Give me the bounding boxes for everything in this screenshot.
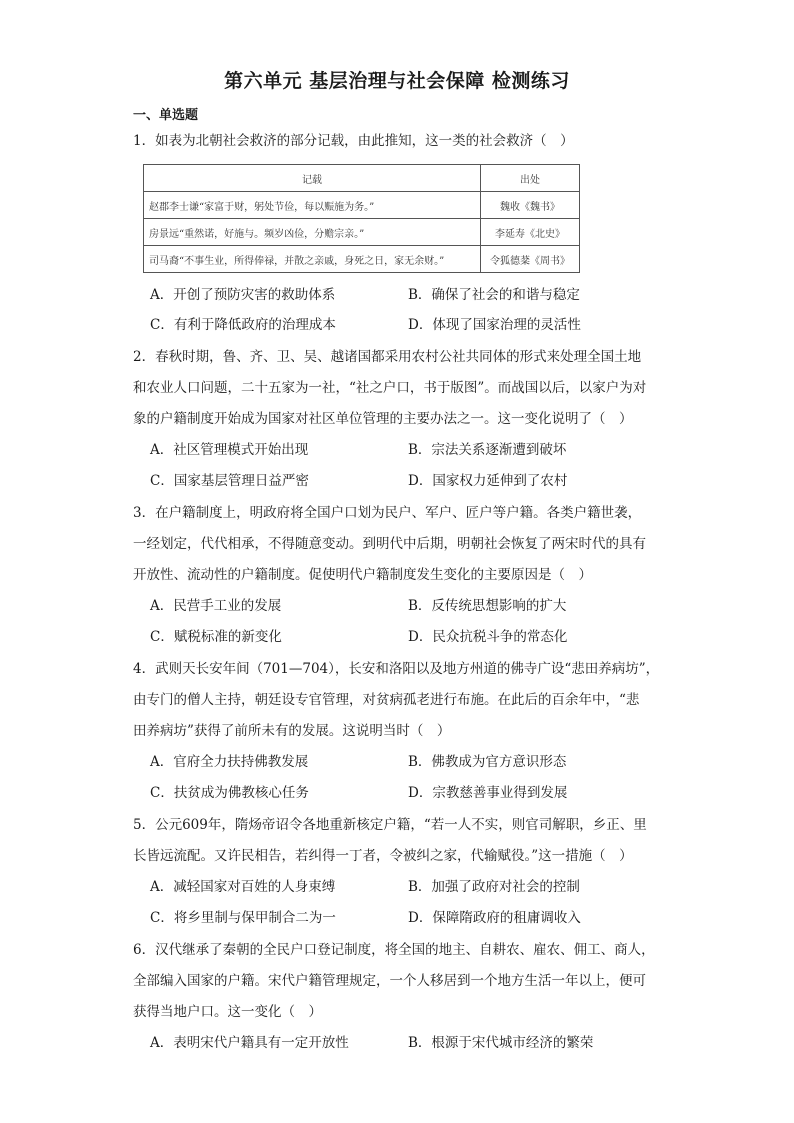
table-cell-source: 令狐德棻《周书》 [481, 246, 580, 273]
question-5-option-a[interactable]: A．减轻国家对百姓的人身束缚 [150, 879, 336, 895]
question-1-option-c[interactable]: C．有利于降低政府的治理成本 [150, 317, 336, 333]
question-3-stem-line: 开放性、流动性的户籍制度。促使明代户籍制度发生变化的主要原因是（ ） [133, 567, 592, 583]
question-5-stem-line: 5．公元609年，隋炀帝诏令各地重新核定户籍，“若一人不实，则官司解职，乡正、里 [133, 817, 647, 833]
table-cell-record: 赵郡李士谦“家富于财，躬处节俭，每以赈施为务。” [144, 192, 481, 219]
question-6-stem-line: 全部编入国家的户籍。宋代户籍管理规定，一个人移居到一个地方生活一年以上，便可 [133, 973, 646, 989]
question-6-option-a[interactable]: A．表明宋代户籍具有一定开放性 [150, 1035, 349, 1051]
section-heading: 一、单选题 [133, 108, 199, 123]
table-header-row [144, 165, 580, 192]
question-4-option-b[interactable]: B．佛教成为官方意识形态 [408, 754, 567, 770]
question-1-option-b[interactable]: B．确保了社会的和谐与稳定 [408, 287, 580, 303]
question-4-stem-line: 田养病坊”获得了前所未有的发展。这说明当时（ ） [133, 723, 451, 739]
question-5-stem-line: 长皆远流配。又许民相告，若纠得一丁者，令被纠之家，代输赋役。”这一措施（ ） [133, 848, 633, 864]
table-cell-record: 房景远“重然诺，好施与。频岁凶俭，分赡宗亲。” [144, 219, 481, 246]
question-2-stem-line: 象的户籍制度开始成为国家对社区单位管理的主要办法之一。这一变化说明了（ ） [133, 411, 633, 427]
question-3-option-c[interactable]: C．赋税标准的新变化 [150, 629, 282, 645]
table-row [144, 219, 580, 246]
question-2-option-c[interactable]: C．国家基层管理日益严密 [150, 473, 309, 489]
table-cell-source: 魏收《魏书》 [481, 192, 580, 219]
question-2-option-d[interactable]: D．国家权力延伸到了农村 [408, 473, 568, 489]
question-2-stem-line: 和农业人口问题，二十五家为一社，“社之户口，书于版图”。而战国以后，以家户为对 [133, 380, 647, 396]
question-4-option-d[interactable]: D．宗教慈善事业得到发展 [408, 785, 568, 801]
question-4-stem-line: 由专门的僧人主持，朝廷设专官管理，对贫病孤老进行布施。在此后的百余年中，“悲 [133, 692, 640, 708]
question-3-option-a[interactable]: A．民营手工业的发展 [150, 598, 282, 614]
question-3-option-d[interactable]: D．民众抗税斗争的常态化 [408, 629, 568, 645]
question-3-option-b[interactable]: B．反传统思想影响的扩大 [408, 598, 567, 614]
question-5-option-c[interactable]: C．将乡里制与保甲制合二为一 [150, 910, 336, 926]
question-6-option-b[interactable]: B．根源于宋代城市经济的繁荣 [408, 1035, 594, 1051]
table-header: 出处 [481, 165, 580, 192]
question-1-option-d[interactable]: D．体现了国家治理的灵活性 [408, 317, 581, 333]
question-4-option-c[interactable]: C．扶贫成为佛教核心任务 [150, 785, 309, 801]
table-cell-record: 司马裔“不事生业，所得俸禄，并散之亲戚，身死之日，家无余财。” [144, 246, 481, 273]
question-4-stem-line: 4．武则天长安年间（701—704），长安和洛阳以及地方州道的佛寺广设“悲田养病坊”， [133, 661, 660, 677]
table-cell-source: 李延寿《北史》 [481, 219, 580, 246]
question-6-stem-line: 6．汉代继承了秦朝的全民户口登记制度，将全国的地主、自耕农、雇农、佣工、商人， [133, 942, 655, 958]
question-1-stem: 1．如表为北朝社会救济的部分记载，由此推知，这一类的社会救济（ ） [133, 133, 574, 149]
question-2-option-b[interactable]: B．宗法关系逐渐遭到破坏 [408, 442, 567, 458]
question-5-option-d[interactable]: D．保障隋政府的租庸调收入 [408, 910, 581, 926]
question-1-option-a[interactable]: A．开创了预防灾害的救助体系 [150, 287, 336, 303]
question-3-stem-line: 一经划定，代代相承，不得随意变动。到明代中后期，明朝社会恢复了两宋时代的具有 [133, 536, 646, 552]
question-6-stem-line: 获得当地户口。这一变化（ ） [133, 1004, 322, 1020]
question-2-stem-line: 2．春秋时期，鲁、齐、卫、吴、越诸国都采用农村公社共同体的形式来处理全国土地 [133, 349, 642, 365]
record-table [143, 164, 580, 273]
table-row [144, 192, 580, 219]
question-4-option-a[interactable]: A．官府全力扶持佛教发展 [150, 754, 309, 770]
question-3-stem-line: 3．在户籍制度上，明政府将全国户口划为民户、军户、匠户等户籍。各类户籍世袭， [133, 505, 642, 521]
table-header: 记载 [144, 165, 481, 192]
question-5-option-b[interactable]: B．加强了政府对社会的控制 [408, 879, 580, 895]
table-row [144, 246, 580, 273]
page-title: 第六单元 基层治理与社会保障 检测练习 [224, 70, 570, 92]
question-2-option-a[interactable]: A．社区管理模式开始出现 [150, 442, 309, 458]
